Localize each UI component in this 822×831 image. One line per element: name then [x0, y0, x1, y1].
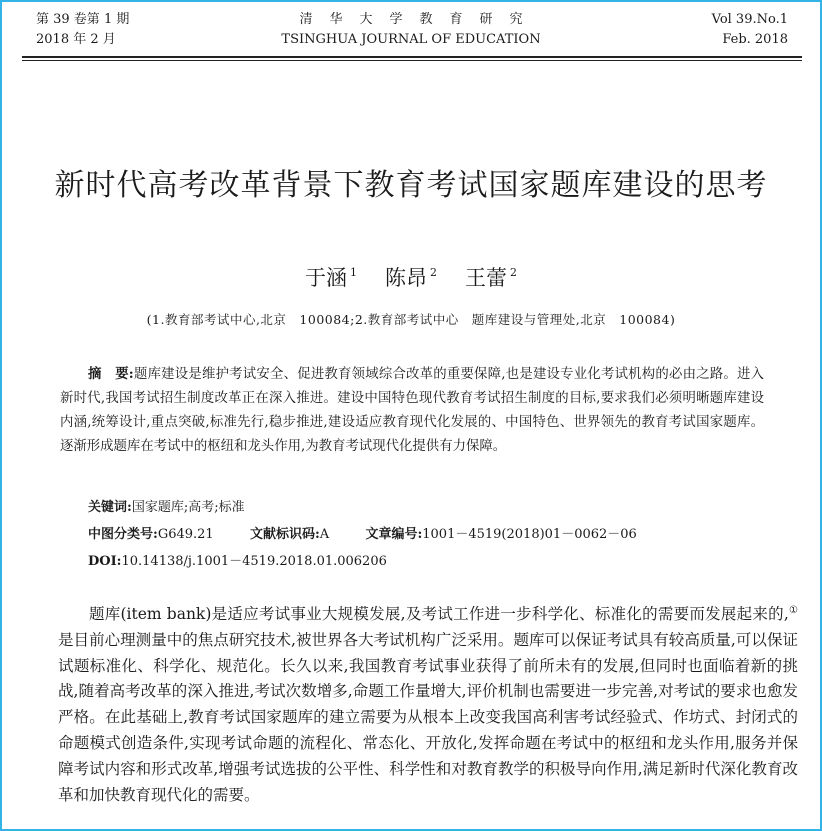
body-text-part1: 题库(item bank)是适应考试事业大规模发展,及考试工作进一步科学化、标准化的需要而发展起来的, [89, 605, 789, 623]
author [385, 266, 437, 290]
header-right [712, 10, 788, 50]
doc-code-label: 文献标识码: [249, 527, 320, 542]
doi-value: 10.14138/j.1001－4519.2018.01.006206 [121, 554, 387, 569]
date-cn: 2018 年 2 月 [36, 32, 116, 47]
abstract [60, 362, 764, 459]
body-paragraph [58, 598, 798, 808]
doi-label: DOI: [88, 554, 122, 569]
keywords-label: 关键词: [88, 500, 132, 515]
clc-label: 中图分类号: [88, 527, 158, 542]
journal-name-cn: 清华大学教育研究 [299, 12, 540, 27]
author [465, 266, 517, 290]
author-name: 王蕾 [465, 266, 507, 290]
doi [88, 550, 387, 569]
article-number-label: 文章编号: [365, 527, 423, 542]
journal-name-en: TSINGHUA JOURNAL OF EDUCATION [281, 32, 541, 47]
affiliation-mark: 2 [430, 266, 437, 279]
classification-line [88, 523, 637, 542]
running-header [20, 10, 802, 54]
keywords-text: 国家题库;高考;标准 [131, 500, 245, 515]
affiliation-mark: 2 [510, 266, 517, 279]
affiliations: (1.教育部考试中心,北京 100084;2.教育部考试中心 题库建设与管理处,北京 100084) [146, 312, 676, 327]
author-name: 陈昂 [385, 266, 427, 290]
date-en: Feb. 2018 [722, 32, 788, 47]
article-title: 新时代高考改革背景下教育考试国家题库建设的思考 [54, 168, 768, 203]
body-text-part2: 是目前心理测量中的焦点研究技术,被世界各大考试机构广泛采用。题库可以保证考试具有较高质量,可以保证试题标准化、科学化、规范化。长久以来,我国教育考试事业获得了前所未有的发展,但同时也面临着新的挑战,随着高考改革的深入推进,考试次数增多,命题工作量增大,评价机制也需要进一步完善,对考试的要求也愈发严格。在此基础上,教育考试国家题库的建立需要为从根本上改变我国高利害考试经验式、作坊式、封闭式的命题模式创造条件,实现考试命题的流程化、常态化、开放化,发挥命题在考试中的枢纽和龙头作用,服务并保障考试内容和形式改革,增强考试选拔的公平性、科学性和对教育教学的积极导向作用,满足新时代深化教育改革和加快教育现代化的需要。 [58, 630, 798, 804]
author [305, 266, 357, 290]
volume-en: Vol 39.No.1 [711, 12, 788, 27]
header-center [20, 10, 802, 50]
doc-code-value: A [319, 527, 330, 542]
keywords [88, 496, 245, 515]
header-rule [22, 56, 802, 60]
affiliation-mark: 1 [350, 266, 357, 279]
clc-value: G649.21 [157, 527, 214, 542]
footnote-mark[interactable]: ① [788, 605, 798, 616]
article-number-value: 1001－4519(2018)01－0062－06 [422, 527, 637, 542]
abstract-label: 摘 要: [88, 366, 134, 382]
author-name: 于涵 [305, 266, 347, 290]
abstract-text: 题库建设是维护考试安全、促进教育领域综合改革的重要保障,也是建设专业化考试机构的必由之路。进入新时代,我国考试招生制度改革正在深入推进。建设中国特色现代教育考试招生制度的目标,要求我们必须明晰题库建设内涵,统筹设计,重点突破,标准先行,稳步推进,建设适应教育现代化发展的、中国特色、世界领先的教育考试国家题库。逐渐形成题库在考试中的枢纽和龙头作用,为教育考试现代化提供有力保障。 [60, 367, 764, 454]
author-list [0, 262, 822, 292]
volume-cn: 第 39 卷第 1 期 [36, 12, 130, 27]
